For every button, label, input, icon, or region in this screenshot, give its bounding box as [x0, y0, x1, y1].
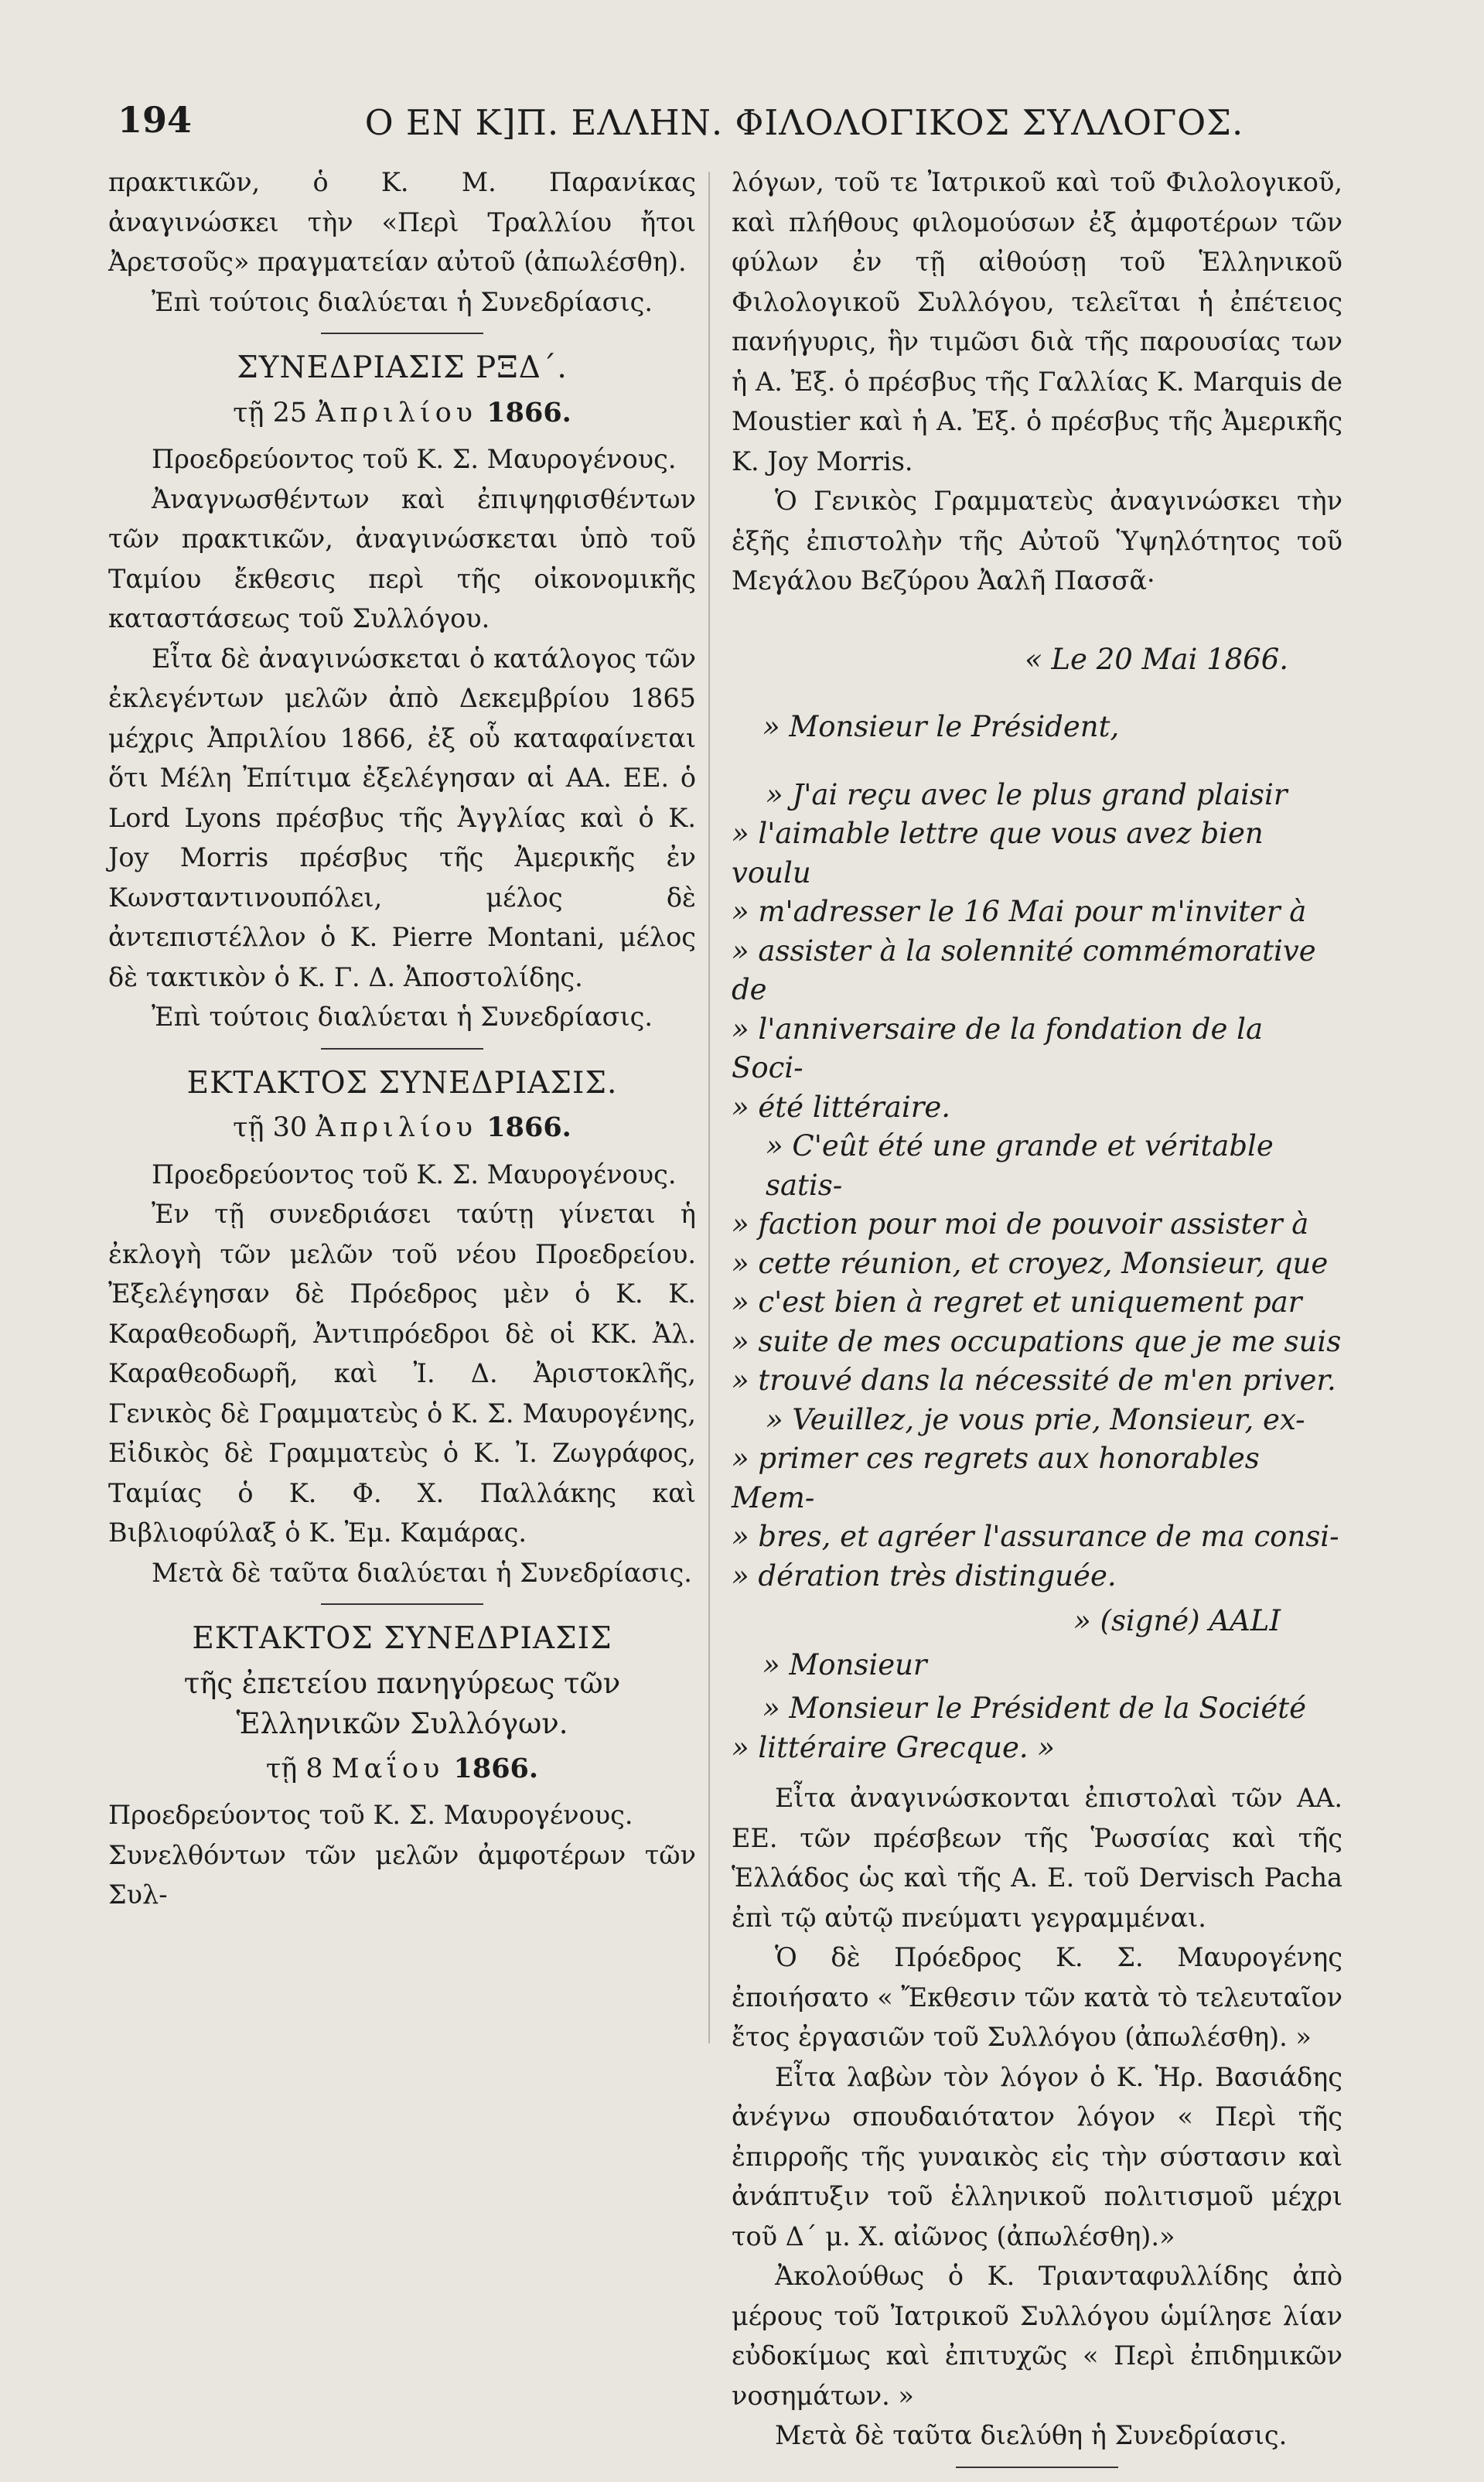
letter-line: » m'adresser le 16 Mai pour m'inviter à [732, 895, 1307, 928]
section-heading: ΕΚΤΑΚΤΟΣ ΣΥΝΕΔΡΙΑΣΙΣ [192, 1621, 612, 1656]
date-year: 1866. [444, 1752, 539, 1784]
presiding-line: Προεδρεύοντος τοῦ Κ. Σ. Μαυρογένους. [108, 1800, 633, 1830]
session-date [108, 393, 696, 434]
paragraph: Ὁ δὲ Πρόεδρος Κ. Σ. Μαυρογένης ἐποιήσατο « Ἔκθεσιν τῶν κατὰ τὸ τελευταῖον ἔτος ἐργασιῶν τοῦ Συλλόγου (ἀπωλέσθη). » [732, 1942, 1342, 2052]
paragraph: Ἐπὶ τούτοις διαλύεται ἡ Συνεδρίασις. [152, 286, 653, 317]
letter-line: » bres, et agréer l'assurance de ma consi- [732, 1520, 1339, 1553]
paragraph: Εἶτα ἀναγινώσκονται ἐπιστολαὶ τῶν ΑΑ. ΕΕ. τῶν πρέσβεων τῆς Ῥωσσίας καὶ τῆς Ἑλλάδος ὡς καὶ τῆς Α. Ε. τοῦ Dervisch Pacha ἐπὶ τῷ αὐτῷ πνεύματι γεγραμμέναι. [732, 1783, 1342, 1933]
paragraph: Εἶτα λαβὼν τὸν λόγον ὁ Κ. Ἡρ. Βασιάδης ἀνέγνω σπουδαιότατον λόγον « Περὶ τῆς ἐπιρροῆς τῆς γυναικὸς εἰς τὴν σύστασιν καὶ ἀνάπτυξιν τοῦ ἑλληνικοῦ πολιτισμοῦ μέχρι τοῦ Δ΄ μ. Χ. αἰῶνος (ἀπωλέσθη).» [732, 2061, 1342, 2252]
letter-addressee: » littéraire Grecque. » [732, 1730, 1056, 1764]
letter-line: » faction pour moi de pouvoir assister à [732, 1207, 1309, 1241]
paragraph: Εἶτα δὲ ἀναγινώσκεται ὁ κατάλογος τῶν ἐκλεγέντων μελῶν ἀπὸ Δεκεμβρίου 1865 μέχρις Ἀπριλίου 1866, ἐξ οὗ καταφαίνεται ὅτι Μέλη Ἐπίτιμα ἐξελέγησαν αἱ ΑΑ. ΕΕ. ὁ Lord Lyons πρέσβυς τῆς Ἀγγλίας καὶ ὁ Κ. Joy Morris πρέσβυς τῆς Ἀμερικῆς ἐν Κωνσταντινουπόλει, μέλος δὲ ἀντεπιστέλλον ὁ Κ. Pierre Montani, μέλος δὲ τακτικὸν ὁ Κ. Γ. Δ. Ἀποστολίδης. [108, 643, 696, 992]
paragraph: Ἐν τῇ συνεδριάσει ταύτῃ γίνεται ἡ ἐκλογὴ τῶν μελῶν τοῦ νέου Προεδρείου. Ἐξελέγησαν δὲ Πρόεδρος μὲν ὁ Κ. Κ. Καραθεοδωρῆ, Ἀντιπρόεδροι δὲ οἱ ΚΚ. Ἀλ. Καραθεοδωρῆ, καὶ Ἰ. Δ. Ἀριστοκλῆς, Γενικὸς δὲ Γραμματεὺς ὁ Κ. Σ. Μαυρογένης, Εἰδικὸς δὲ Γραμματεὺς ὁ Κ. Ἰ. Ζωγράφος, Ταμίας ὁ Κ. Φ. Χ. Παλλάκης καὶ Βιβλιοφύλαξ ὁ Κ. Ἐμ. Καμάρας. [108, 1199, 696, 1548]
column-divider [708, 172, 710, 2043]
letter-line: » Veuillez, je vous prie, Monsieur, ex- [766, 1402, 1305, 1436]
letter-body [732, 776, 1342, 1596]
section-rule [321, 1603, 483, 1605]
page-header [108, 93, 1377, 155]
letter-line: » dération très distinguée. [732, 1559, 1117, 1593]
right-column [732, 162, 1342, 2482]
paragraph: Μετὰ δὲ ταῦτα διαλύεται ἡ Συνεδρίασις. [152, 1557, 692, 1588]
letter-line: » primer ces regrets aux honorables Mem- [732, 1442, 1260, 1514]
letter-line: » suite de mes occupations que je me suis [732, 1324, 1342, 1358]
paragraph: Ἀναγνωσθέντων καὶ ἐπιψηφισθέντων τῶν πρακτικῶν, ἀναγινώσκεται ὑπὸ τοῦ Ταμίου ἔκθεσις περὶ τῆς οἰκονομικῆς καταστάσεως τοῦ Συλλόγου. [108, 483, 696, 633]
letter-salutation: » Monsieur le Président, [762, 710, 1120, 743]
section-heading: ΕΚΤΑΚΤΟΣ ΣΥΝΕΔΡΙΑΣΙΣ. [186, 1065, 618, 1101]
presiding-line: Προεδρεύοντος τοῦ Κ. Σ. Μαυρογένους. [152, 444, 677, 474]
session-date [108, 1108, 696, 1149]
date-day: τῇ 30 [233, 1112, 316, 1143]
date-day: τῇ 25 [233, 397, 316, 428]
section-rule [321, 1048, 483, 1050]
date-month: Ἀπριλίου [316, 397, 478, 428]
paragraph: Συνελθόντων τῶν μελῶν ἀμφοτέρων τῶν Συλ- [108, 1839, 696, 1910]
letter-line: » cette réunion, et croyez, Monsieur, que [732, 1246, 1329, 1280]
section-subheading: τῆς ἐπετείου πανηγύρεως τῶν [183, 1666, 621, 1700]
section-heading: ΣΥΝΕΔΡΙΑΣΙΣ ΡΞΔ΄. [237, 350, 568, 385]
paragraph: Ἀκολούθως ὁ Κ. Τριανταφυλλίδης ἀπὸ μέρους τοῦ Ἰατρικοῦ Συλλόγου ὡμίλησε λίαν εὐδοκίμως καὶ ἐπιτυχῶς « Περὶ ἐπιδημικῶν νοσημάτων. » [732, 2261, 1342, 2411]
left-column [108, 162, 696, 1915]
date-year: 1866. [477, 396, 571, 428]
letter-addressee: » Monsieur [762, 1647, 927, 1681]
presiding-line: Προεδρεύοντος τοῦ Κ. Σ. Μαυρογένους. [152, 1159, 677, 1190]
paragraph: Μετὰ δὲ ταῦτα διελύθη ἡ Συνεδρίασις. [775, 2420, 1288, 2450]
letter-date: « Le 20 Mai 1866. [1025, 642, 1288, 676]
paragraph: Ὁ Γενικὸς Γραμματεὺς ἀναγινώσκει τὴν ἑξῆς ἐπιστολὴν τῆς Αὐτοῦ Ὑψηλότητος τοῦ Μεγάλου Βεζύρου Ἀαλῆ Πασσᾶ· [732, 486, 1342, 596]
section-rule [321, 333, 483, 334]
session-date [108, 1749, 696, 1790]
letter-line: » assister à la solennité commémorative de [732, 934, 1316, 1006]
letter-line: » J'ai reçu avec le plus grand plaisir [766, 777, 1288, 811]
date-month: Μαΐου [331, 1753, 445, 1784]
letter-line: » C'eût été une grande et véritable satis- [766, 1129, 1274, 1202]
paragraph: Ἐπὶ τούτοις διαλύεται ἡ Συνεδρίασις. [152, 1002, 653, 1032]
page-number: 194 [118, 99, 193, 141]
letter-line: » l'anniversaire de la fondation de la Soci- [732, 1012, 1264, 1084]
letter-line: » c'est bien à regret et uniquement par [732, 1285, 1302, 1319]
date-month: Ἀπριλίου [316, 1112, 478, 1143]
paragraph: λόγων, τοῦ τε Ἰατρικοῦ καὶ τοῦ Φιλολογικοῦ, καὶ πλήθους φιλομούσων ἐξ ἀμφοτέρων τῶν φύλων ἐν τῇ αἰθούσῃ τοῦ Ἑλληνικοῦ Φιλολογικοῦ Συλλόγου, τελεῖται ἡ ἐπέτειος πανήγυρις, ἣν τιμῶσι διὰ τῆς παρουσίας των ἡ Α. Ἐξ. ὁ πρέσβυς τῆς Γαλλίας Κ. Marquis de Moustier καὶ ἡ Α. Ἐξ. ὁ πρέσβυς τῆς Ἀμερικῆς Κ. Joy Morris. [732, 167, 1342, 476]
section-rule [956, 2467, 1118, 2468]
running-title: Ο ΕΝ Κ]Π. ΕΛΛΗΝ. ΦΙΛΟΛΟΓΙΚΟΣ ΣΥΛΛΟΓΟΣ. [364, 102, 1244, 143]
letter-line: » trouvé dans la nécessité de m'en priver. [732, 1364, 1336, 1397]
letter-addressee: » Monsieur le Président de la Société [762, 1692, 1307, 1725]
letter-signature: » (signé) AALI [1073, 1604, 1281, 1637]
paragraph: πρακτικῶν, ὁ Κ. Μ. Παρανίκας ἀναγινώσκει τὴν «Περὶ Τραλλίου ἤτοι Ἀρετσοῦς» πραγματείαν αὐτοῦ (ἀπωλέσθη). [108, 167, 696, 277]
section-subheading: Ἑλληνικῶν Συλλόγων. [236, 1706, 568, 1740]
letter-line: » été littéraire. [732, 1090, 951, 1124]
date-day: τῇ 8 [265, 1753, 332, 1784]
date-year: 1866. [477, 1111, 571, 1143]
letter-line: » l'aimable lettre que vous avez bien voulu [732, 817, 1264, 889]
